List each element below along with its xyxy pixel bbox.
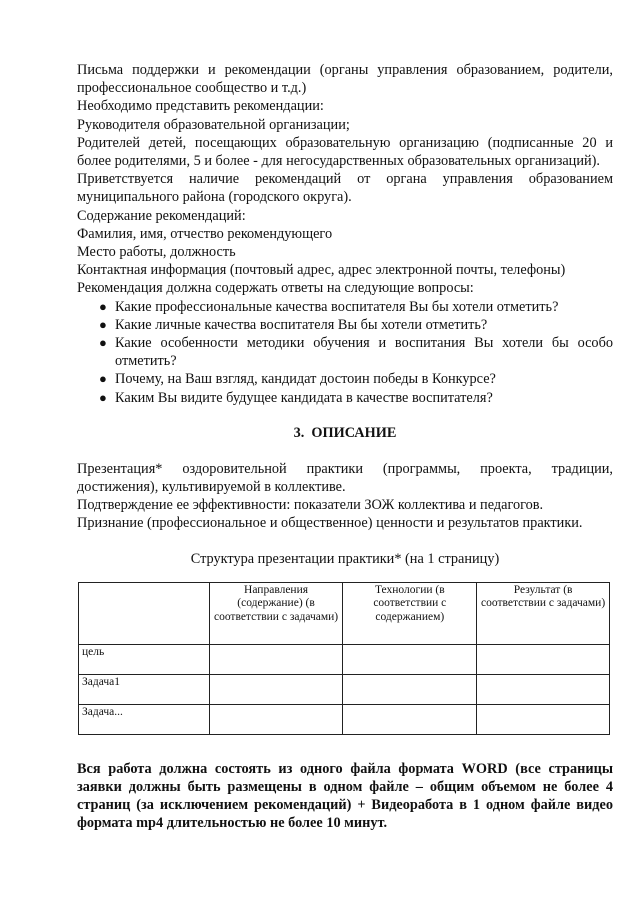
list-item [77, 298, 613, 316]
table-row [79, 704, 610, 734]
recognition-paragraph: Признание (профессиональное и общественное) ценности и результатов практики. [77, 515, 583, 532]
list-item [77, 334, 613, 370]
table-header-cell: Результат (в соответствии с задачами) [477, 582, 610, 644]
table-header-row [79, 582, 610, 644]
contact-paragraph: Контактная информация (почтовый адрес, адрес электронной почты, телефоны) [77, 262, 566, 279]
table-cell [477, 644, 610, 674]
structure-table [78, 582, 610, 735]
parents-paragraph: Родителей детей, посещающих образовательную организацию (подписанные 20 и более родителями, 5 и более - для негосударственных образовательных организаций). [77, 134, 613, 170]
need-paragraph: Необходимо представить рекомендации: [77, 98, 324, 115]
list-item [77, 316, 613, 334]
table-cell [343, 674, 477, 704]
table-cell [477, 704, 610, 734]
bullet-icon: ● [99, 335, 107, 351]
question-text: Почему, на Ваш взгляд, кандидат достоин победы в Конкурсе? [115, 371, 496, 388]
presentation-paragraph: Презентация* оздоровительной практики (программы, проекта, традиции, достижения), культивируемой в коллективе. [77, 460, 613, 496]
table-header-cell: Направления (содержание) (в соответствии с задачами) [209, 582, 343, 644]
table-header-cell: Технологии (в соответствии с содержанием) [343, 582, 477, 644]
question-text: Какие профессиональные качества воспитателя Вы бы хотели отметить? [115, 298, 559, 315]
section-title-text: ОПИСАНИЕ [311, 424, 397, 441]
content-label: Содержание рекомендаций: [77, 207, 246, 224]
table-cell [209, 644, 343, 674]
page-content [77, 61, 613, 832]
work-paragraph: Место работы, должность [77, 244, 236, 261]
list-item [77, 370, 613, 388]
question-text: Каким Вы видите будущее кандидата в качестве воспитателя? [115, 389, 493, 406]
table-row-label: Задача... [79, 704, 210, 734]
table-row [79, 674, 610, 704]
list-item [77, 389, 613, 407]
bullet-icon: ● [99, 316, 107, 332]
table-cell [209, 704, 343, 734]
questions-intro: Рекомендация должна содержать ответы на следующие вопросы: [77, 280, 474, 297]
question-text: Какие особенности методики обучения и воспитания Вы хотели бы особо отметить? [115, 335, 613, 370]
table-cell [343, 644, 477, 674]
confirm-paragraph: Подтверждение ее эффективности: показатели ЗОЖ коллектива и педагогов. [77, 497, 544, 514]
welcome-paragraph: Приветствуется наличие рекомендаций от органа управления образованием муниципального района (городского округа). [77, 171, 613, 206]
letters-paragraph: Письма поддержки и рекомендации (органы управления образованием, родители, профессиональное сообщество и т.д.) [77, 62, 613, 97]
table-row-label: цель [79, 644, 210, 674]
questions-list [77, 298, 613, 407]
question-text: Какие личные качества воспитателя Вы бы хотели отметить? [115, 316, 488, 333]
table-cell [209, 674, 343, 704]
table-row-label: Задача1 [79, 674, 210, 704]
table-row [79, 644, 610, 674]
section-heading [77, 424, 613, 442]
bullet-icon: ● [99, 371, 107, 387]
table-cell [477, 674, 610, 704]
bullet-icon: ● [99, 389, 107, 405]
table-caption: Структура презентации практики* (на 1 страницу) [190, 550, 500, 567]
section-number: 3. [293, 424, 305, 441]
fio-paragraph: Фамилия, имя, отчество рекомендующего [77, 225, 333, 242]
table-header-cell [79, 582, 210, 644]
head-paragraph: Руководителя образовательной организации; [77, 116, 350, 133]
table-cell [343, 704, 477, 734]
final-note: Вся работа должна состоять из одного файла формата WORD (все страницы заявки должны быть размещены в одном файле – общим объемом не более 4 страниц (за исключением рекомендаций) + Видеоработа в 1 одном файле видео формата mp4 длительностью не более 10 минут. [77, 760, 613, 832]
bullet-icon: ● [99, 298, 107, 314]
